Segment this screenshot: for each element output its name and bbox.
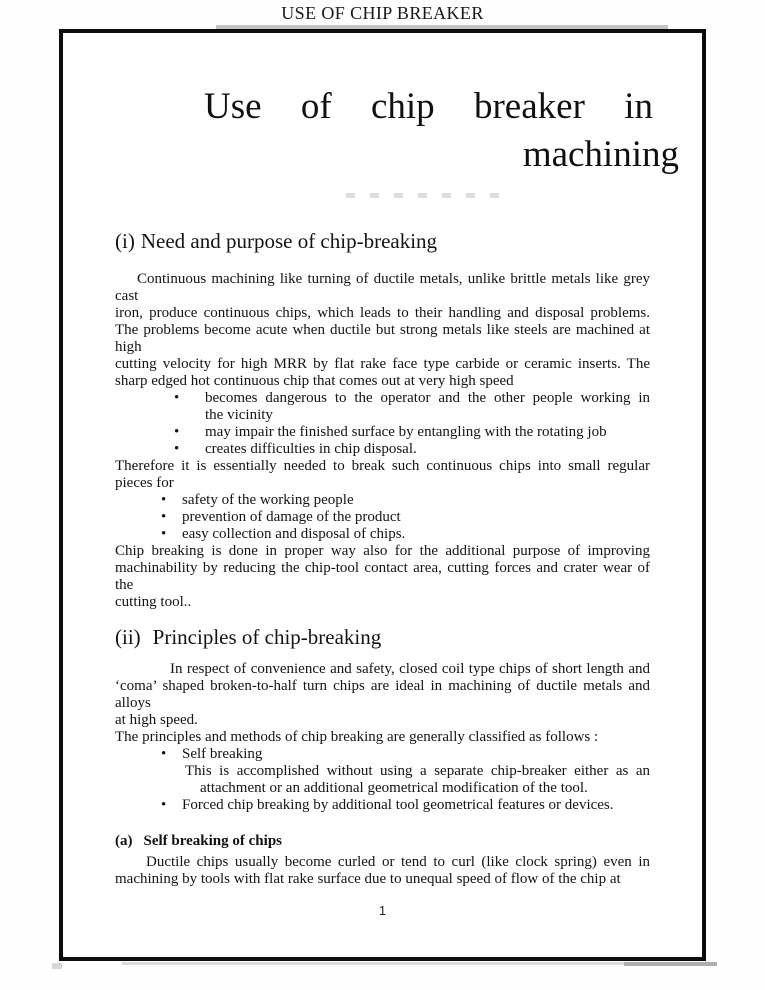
paragraph-line: iron, produce continuous chips, which leads to their handling and disposal problems.	[115, 305, 650, 321]
scan-shadow-bottom	[122, 962, 710, 965]
bullet-icon: •	[161, 526, 167, 542]
section-number: (ii)	[115, 625, 141, 649]
bullet-icon: •	[161, 746, 167, 762]
running-header: USE OF CHIP BREAKER	[281, 3, 484, 23]
list-item-line: becomes dangerous to the operator and the other people working in	[205, 390, 650, 406]
document-title-line: machining	[522, 134, 679, 175]
bullet-icon: •	[161, 509, 167, 525]
list-item	[161, 746, 650, 797]
paragraph-ductile-chips	[115, 854, 650, 888]
paragraph-line: cutting velocity for high MRR by flat rake face type carbide or ceramic inserts. The	[115, 356, 650, 372]
list-item-text: may impair the finished surface by entangling with the rotating job	[205, 424, 607, 440]
subsection-number: (a)	[115, 833, 133, 849]
list-item-line: This is accomplished without using a separate chip-breaker either as an	[185, 763, 650, 779]
paragraph-line: Therefore it is essentially needed to break such continuous chips into small regular	[115, 458, 650, 474]
list-item-text: prevention of damage of the product	[182, 509, 401, 525]
paragraph-line: machining by tools with flat rake surface due to unequal speed of flow of the chip at	[115, 871, 621, 887]
paragraph-classification: The principles and methods of chip breaking are generally classified as follows :	[115, 729, 599, 745]
paragraph-line: In respect of convenience and safety, closed coil type chips of short length and	[170, 661, 650, 677]
bullet-icon: •	[161, 797, 167, 813]
list-item	[161, 509, 650, 526]
paragraph-line: Chip breaking is done in proper way also for the additional purpose of improving	[115, 543, 650, 559]
bullet-icon: •	[174, 424, 180, 440]
bullet-icon: •	[174, 441, 180, 457]
subsection-heading-a	[115, 833, 650, 850]
section-heading-ii	[115, 625, 650, 650]
list-item	[174, 441, 650, 458]
list-item-text: Forced chip breaking by additional tool geometrical features or devices.	[182, 797, 614, 813]
list-item-text: safety of the working people	[182, 492, 354, 508]
bullet-icon: •	[161, 492, 167, 508]
section-heading-text: Need and purpose of chip-breaking	[140, 229, 438, 253]
list-item-line: the vicinity	[205, 407, 273, 423]
methods-bullet-list	[161, 746, 650, 814]
page-number: 1	[378, 903, 387, 918]
section-heading-i	[115, 229, 650, 254]
paragraph-line: Ductile chips usually become curled or tend to curl (like clock spring) even in	[146, 854, 650, 870]
list-item-text: easy collection and disposal of chips.	[182, 526, 406, 542]
paragraph-line: The problems become acute when ductile but strong metals like steels are machined at high	[115, 322, 650, 355]
list-item	[174, 390, 650, 424]
list-item-line: attachment or an additional geometrical modification of the tool.	[200, 780, 588, 796]
page-frame	[59, 29, 706, 961]
paragraph-line: at high speed.	[115, 712, 198, 728]
purpose-bullet-list	[161, 492, 650, 543]
document-title-line: Use of chip breaker in	[204, 86, 653, 127]
paragraph-line: sharp edged hot continuous chip that comes out at very high speed	[115, 373, 514, 389]
paragraph-line: pieces for	[115, 475, 174, 491]
scan-shadow-bottom-right	[624, 962, 717, 966]
list-item	[161, 492, 650, 509]
section-heading-text: Principles of chip-breaking	[152, 625, 382, 649]
subsection-heading-text: Self breaking of chips	[143, 833, 282, 849]
scan-shadow-bottom-left	[52, 963, 62, 969]
list-item-text	[205, 390, 650, 424]
list-item-text	[182, 746, 650, 797]
list-item	[161, 526, 650, 543]
list-item-line: Self breaking	[182, 746, 263, 762]
section-number: (i)	[115, 229, 135, 253]
paragraph-line: machinability by reducing the chip-tool contact area, cutting forces and crater wear of the	[115, 560, 650, 593]
paragraph-line: ‘coma’ shaped broken-to-half turn chips are ideal in machining of ductile metals and alloys	[115, 678, 650, 711]
hazard-bullet-list	[174, 390, 650, 458]
paragraph-line: Continuous machining like turning of ductile metals, unlike brittle metals like grey cast	[115, 271, 650, 304]
scan-smudge	[346, 193, 514, 198]
document-title	[204, 83, 679, 179]
bullet-icon: •	[174, 390, 180, 406]
paragraph-in-respect	[115, 661, 650, 729]
list-item-text: creates difficulties in chip disposal.	[205, 441, 417, 457]
list-item	[161, 797, 650, 814]
paragraph-continuous-machining	[115, 271, 650, 390]
paragraph-line: cutting tool..	[115, 594, 192, 610]
paragraph-therefore	[115, 458, 650, 492]
paragraph-chip-breaking-purpose	[115, 543, 650, 611]
list-item	[174, 424, 650, 441]
